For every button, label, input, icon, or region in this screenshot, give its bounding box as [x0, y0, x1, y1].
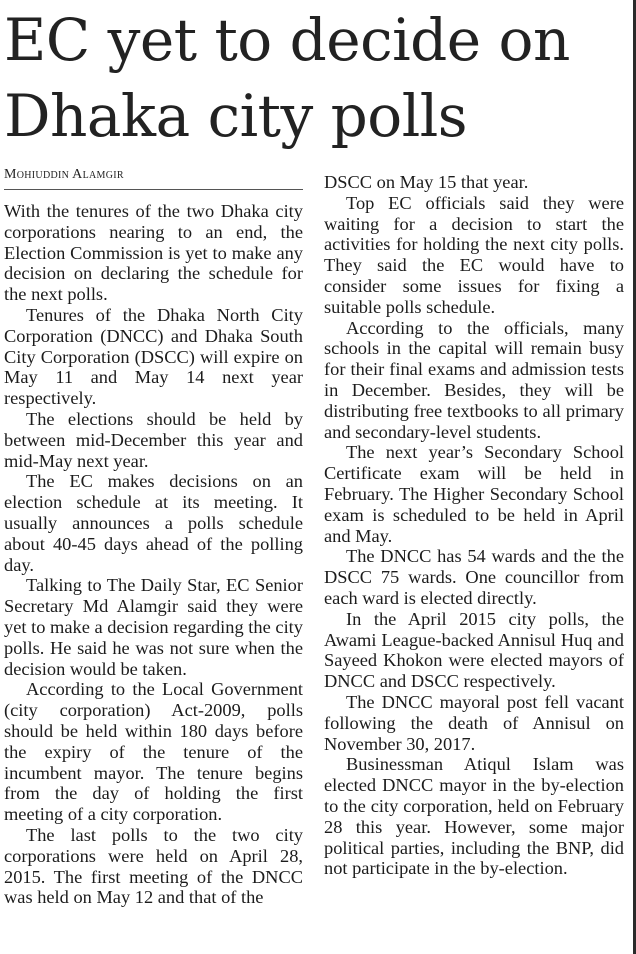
right-column [324, 172, 624, 879]
paragraph: The last polls to the two city corporations were held on April 28, 2015. The first meeting of the DNCC was held on May 12 and that of the [4, 824, 303, 908]
paragraph: The next year’s Secondary School Certificate exam will be held in February. The Higher Secondary School exam is scheduled to be held in April and May. [324, 442, 624, 546]
paragraph: According to the officials, many schools in the capital will remain busy for their final exams and admission tests in December. Besides, they will be distributing free textbooks to all primary and secondary-level students. [324, 317, 624, 442]
byline: Mohiuddin Alamgir [4, 167, 124, 182]
left-column [4, 201, 303, 908]
paragraph: With the tenures of the two Dhaka city corporations nearing to an end, the Election Commission is yet to make any decision on declaring the schedule for the next polls. [4, 201, 303, 305]
byline-rule [4, 189, 303, 190]
paragraph: Tenures of the Dhaka North City Corporation (DNCC) and Dhaka South City Corporation (DSCC) will expire on May 11 and May 14 next year respectively. [4, 304, 303, 409]
paragraph: In the April 2015 city polls, the Awami League-backed Annisul Huq and Sayeed Khokon were elected mayors of DNCC and DSCC respectively. [324, 608, 624, 692]
paragraph: The elections should be held by between mid-December this year and mid-May next year. [4, 408, 303, 471]
paragraph: Businessman Atiqul Islam was elected DNCC mayor in the by-election to the city corporation, held on February 28 this year. However, some major political parties, including the BNP, did not participate in the by-election. [324, 754, 624, 879]
paragraph: According to the Local Government (city corporation) Act-2009, polls should be held within 180 days before the expiry of the tenure of the incumbent mayor. The tenure begins from the day of holding the first meeting of a city corporation. [4, 679, 303, 825]
paragraph: The DNCC has 54 wards and the the DSCC 75 wards. One councillor from each ward is elected directly. [324, 546, 624, 608]
paragraph: Top EC officials said they were waiting for a decision to start the activities for holding the next city polls. They said the EC would have to consider some issues for fixing a suitable polls schedule. [324, 192, 624, 317]
headline: EC yet to decide on Dhaka city polls [4, 6, 570, 150]
paragraph: The DNCC mayoral post fell vacant following the death of Annisul on November 30, 2017. [324, 691, 624, 754]
paragraph: The EC makes decisions on an election schedule at its meeting. It usually announces a polls schedule about 40-45 days ahead of the polling day. [4, 471, 303, 575]
paragraph-continued: DSCC on May 15 that year. [324, 172, 529, 192]
paragraph: Talking to The Daily Star, EC Senior Secretary Md Alamgir said they were yet to make a decision regarding the city polls. He said he was not sure when the decision would be taken. [4, 575, 303, 679]
